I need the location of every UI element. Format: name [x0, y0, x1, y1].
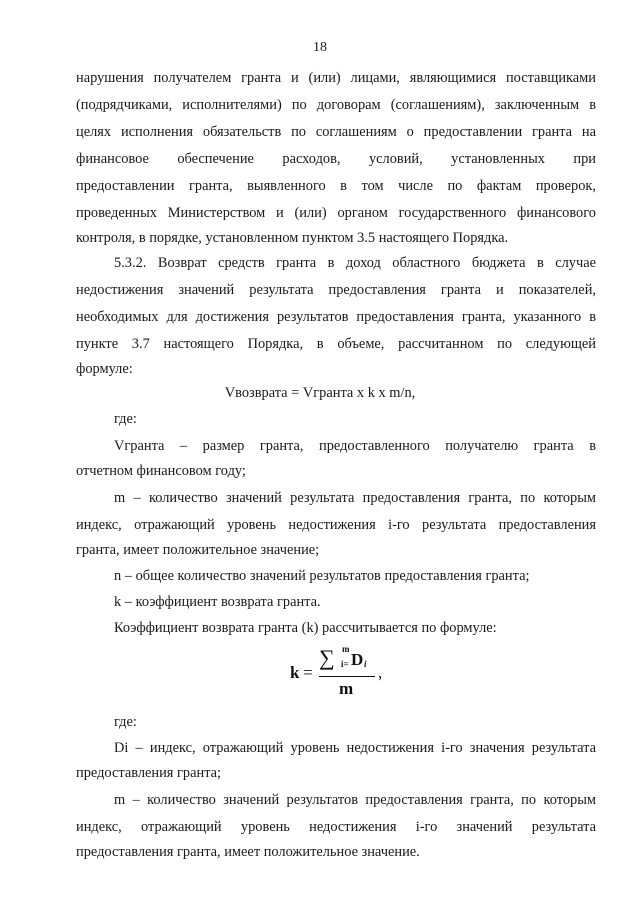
text-line: Vгранта – размер гранта, предоставленного получателю гранта в: [114, 438, 596, 454]
text-line: Di – индекс, отражающий уровень недостижения i-го значения результата: [114, 740, 596, 756]
text-line: индекс, отражающий уровень недостижения i-го результата предоставления: [76, 517, 596, 533]
text-line: отчетном финансовом году;: [76, 463, 246, 479]
formula-k-lhs: k: [290, 663, 300, 682]
text-line: где:: [114, 411, 137, 427]
formula-k: [0, 644, 640, 698]
text-line: проведенных Министерством и (или) органом государственного финансового: [76, 205, 596, 221]
text-line: Коэффициент возврата гранта (k) рассчитывается по формуле:: [114, 620, 497, 636]
text-line: предоставления гранта, имеет положительное значение.: [76, 844, 420, 860]
text-line: где:: [114, 714, 137, 730]
formula-sum-symbol: ∑: [319, 645, 335, 670]
text-line: финансовое обеспечение расходов, условий, установленных при: [76, 151, 596, 167]
formula-k-equals: =: [303, 663, 313, 682]
formula-term: D: [351, 650, 364, 669]
text-line: (подрядчиками, исполнителями) по договорам (соглашениям), заключенным в: [76, 97, 596, 113]
formula-trailing-comma: ,: [378, 663, 383, 682]
text-line: m – количество значений результатов предоставления гранта, по которым: [114, 792, 596, 808]
formula-sum-upper: m: [342, 644, 350, 654]
text-line: n – общее количество значений результатов предоставления гранта;: [114, 568, 530, 584]
text-line: недостижения значений результата предоставления гранта и показателей,: [76, 282, 596, 298]
paragraph-heading-line: 5.3.2. Возврат средств гранта в доход областного бюджета в случае: [114, 255, 596, 271]
text-line: целях исполнения обязательств по соглашениям о предоставлении гранта на: [76, 124, 596, 140]
formula-term-index: i: [364, 659, 367, 669]
text-line: предоставления гранта;: [76, 765, 222, 781]
text-line: формуле:: [76, 361, 133, 377]
text-line: гранта, имеет положительное значение;: [76, 542, 320, 558]
text-line: контроля, в порядке, установленном пунктом 3.5 настоящего Порядка.: [76, 230, 509, 246]
text-line: m – количество значений результата предоставления гранта, по которым: [114, 490, 596, 506]
fraction-bar: [319, 676, 375, 677]
text-line: необходимых для достижения результатов предоставления гранта, указанного в: [76, 309, 596, 325]
formula-sum-lower: i=: [341, 659, 349, 669]
text-line: индекс, отражающий уровень недостижения i-го значений результата: [76, 819, 596, 835]
formula-v-return: Vвозврата = Vгранта x k x m/n,: [224, 385, 416, 401]
text-line: пункте 3.7 настоящего Порядка, в объеме, рассчитанном по следующей: [76, 336, 596, 352]
text-line: предоставлении гранта, выявленного в том числе по фактам проверок,: [76, 178, 596, 194]
text-line: нарушения получателем гранта и (или) лицами, являющимися поставщиками: [76, 70, 596, 86]
formula-denominator: m: [339, 679, 354, 698]
page-number: 18: [313, 40, 327, 55]
text-line: k – коэффициент возврата гранта.: [114, 594, 321, 610]
